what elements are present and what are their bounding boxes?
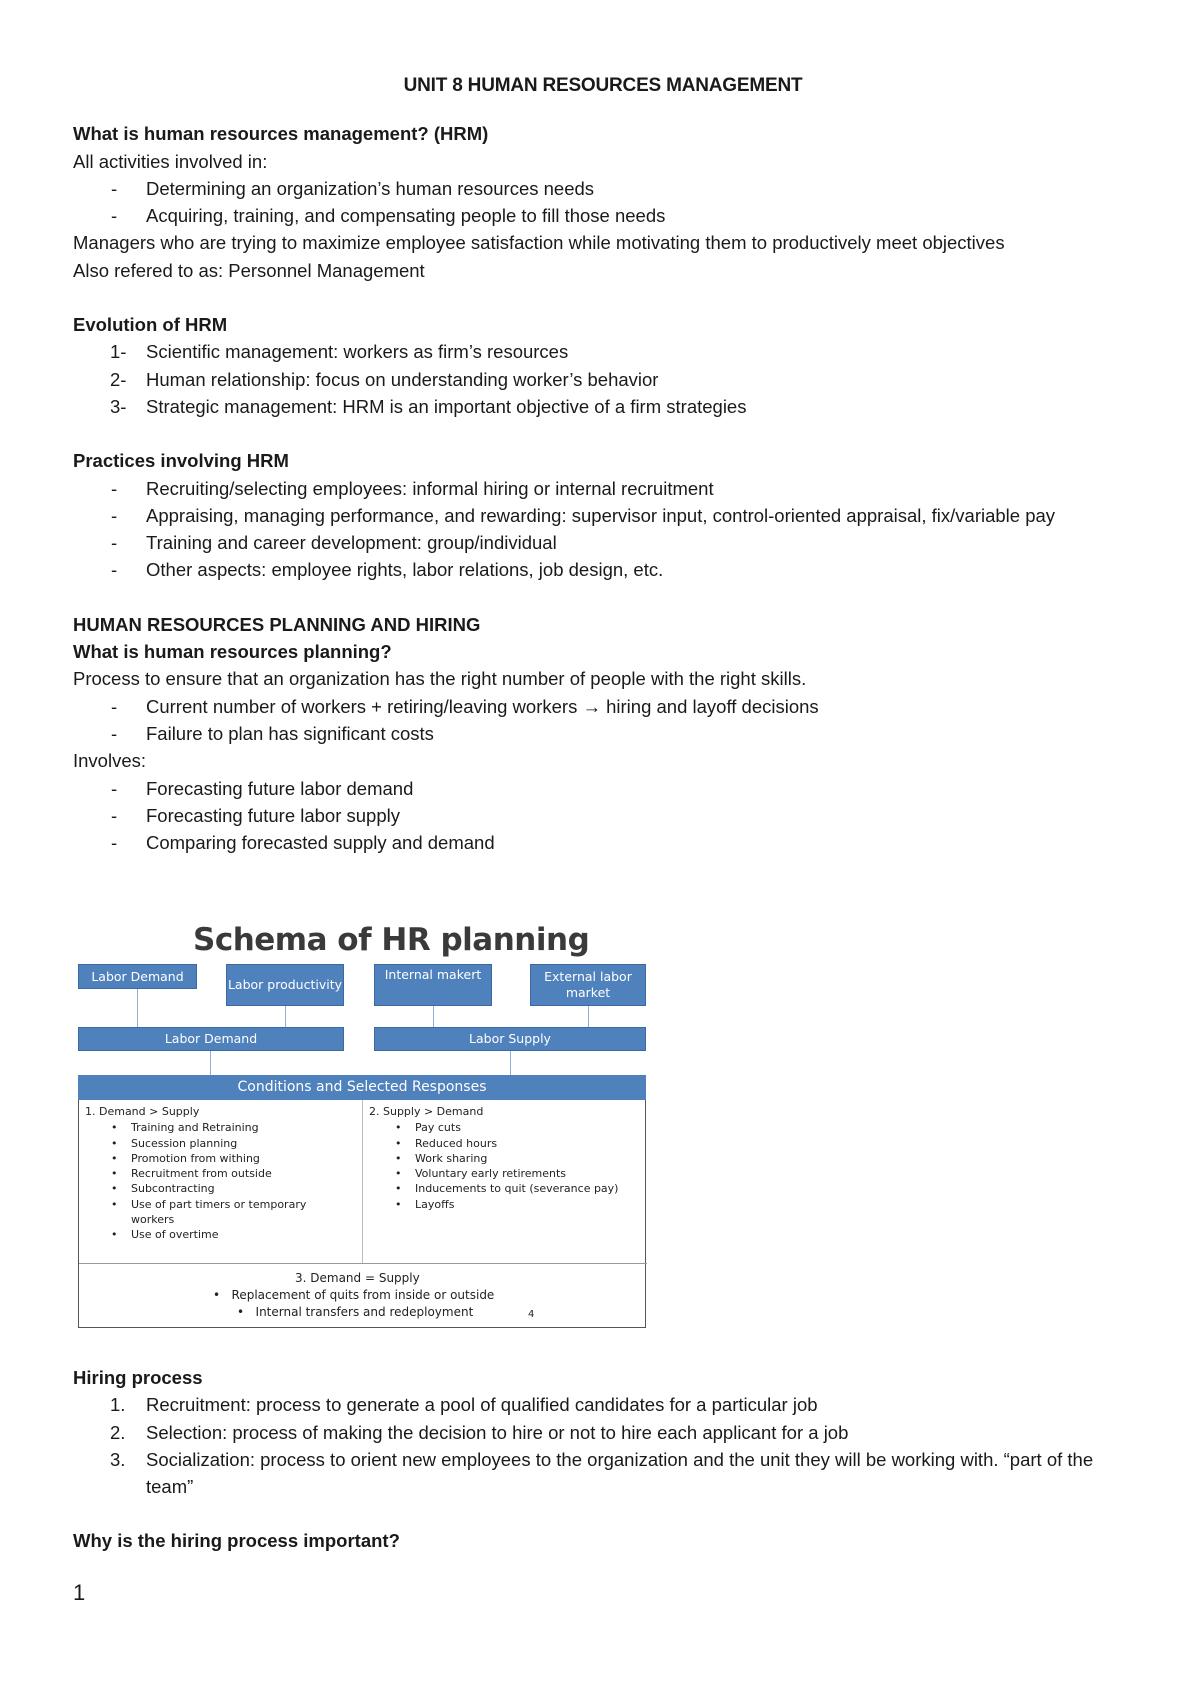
conditions-header: Conditions and Selected Responses (78, 1075, 646, 1100)
page-number: 1 (73, 1580, 86, 1605)
column-heading: 1. Demand > Supply (85, 1105, 200, 1118)
section-heading-evolution: Evolution of HRM (73, 314, 228, 336)
subheading-hr-planning: What is human resources planning? (73, 641, 392, 663)
list-item (73, 1391, 1133, 1418)
page-title: UNIT 8 HUMAN RESOURCES MANAGEMENT (403, 75, 803, 96)
hrm-alias-text: Also refered to as: Personnel Management (73, 259, 425, 281)
list-item: • Promotion from withing (111, 1151, 355, 1166)
list-item: • Reduced hours (395, 1136, 644, 1151)
list-text: Scientific management: workers as firm’s resources (146, 341, 569, 363)
hrm-managers-text: Managers who are trying to maximize employee satisfaction while motivating them to productively meet objectives (73, 232, 1005, 254)
column-heading: 3. Demand = Supply (295, 1271, 420, 1285)
document-body (73, 72, 1133, 856)
box-labor-productivity: Labor productivity (226, 964, 344, 1006)
list-item (73, 693, 1133, 720)
list-item: - Failure to plan has significant costs (73, 720, 1133, 747)
planning-definition: Process to ensure that an organization has the right number of people with the right skills. (73, 668, 807, 690)
evolution-list (73, 338, 1133, 420)
demand-exceeds-supply-column (85, 1104, 355, 1243)
list-text: Replacement of quits from inside or outside (231, 1288, 495, 1302)
list-item: - Acquiring, training, and compensating people to fill those needs (73, 202, 1133, 229)
schema-title: Schema of HR planning (193, 922, 590, 958)
list-number: 1- (110, 341, 127, 363)
section-heading-practices: Practices involving HRM (73, 450, 289, 472)
column-heading: 2. Supply > Demand (369, 1105, 484, 1118)
list-text: Human relationship: focus on understanding worker’s behavior (146, 368, 659, 390)
list-number: 2. (110, 1421, 126, 1443)
list-number: 3- (110, 395, 127, 417)
list-item: • Recruitment from outside (111, 1166, 355, 1181)
box-external-labor-market: External labor market (530, 964, 646, 1006)
list-item: • Training and Retraining (111, 1120, 355, 1135)
list-item (73, 338, 1133, 365)
section-heading-hiring-importance: Why is the hiring process important? (73, 1530, 400, 1552)
conditions-panel (78, 1100, 646, 1328)
list-text: hiring and layoff decisions (606, 695, 819, 717)
list-text: Current number of workers + retiring/leaving workers (146, 695, 578, 717)
list-item: • Work sharing (395, 1151, 644, 1166)
list-item (73, 1419, 1133, 1446)
list-item: • Replacement of quits from inside or outside (213, 1288, 495, 1302)
list-item: • Subcontracting (111, 1181, 355, 1196)
slide-number: 4 (528, 1309, 535, 1320)
list-number: 3. (110, 1448, 126, 1470)
supply-exceeds-demand-column (369, 1104, 644, 1212)
list-item (73, 366, 1133, 393)
list-item: • Use of part timers or temporary workers (111, 1197, 311, 1228)
practices-list (73, 475, 1133, 584)
box-labor-supply: Labor Supply (374, 1027, 646, 1051)
document-body-lower (73, 1364, 1133, 1555)
list-item: • Inducements to quit (severance pay) (395, 1181, 644, 1196)
list-item: • Sucession planning (111, 1136, 355, 1151)
list-item: - Forecasting future labor supply (73, 802, 1133, 829)
list-item: - Appraising, managing performance, and rewarding: supervisor input, control-oriented appraisal, fix/variable pay (73, 502, 1133, 529)
list-item: - Comparing forecasted supply and demand (73, 829, 1133, 856)
list-text: Strategic management: HRM is an important objective of a firm strategies (146, 395, 747, 417)
list-item: - Training and career development: group/individual (73, 529, 1133, 556)
box-internal-market: Internal makert (374, 964, 492, 1006)
list-item: • Pay cuts (395, 1120, 644, 1135)
list-item: - Recruiting/selecting employees: informal hiring or internal recruitment (73, 475, 1133, 502)
involves-label: Involves: (73, 750, 147, 772)
list-item: - Determining an organization’s human resources needs (73, 175, 1133, 202)
involves-list (73, 775, 1133, 857)
box-labor-demand-input: Labor Demand (78, 964, 197, 989)
list-item (73, 1446, 1133, 1501)
list-item: • Voluntary early retirements (395, 1166, 644, 1181)
list-item: • Layoffs (395, 1197, 644, 1212)
list-number: 2- (110, 368, 127, 390)
list-item: • Internal transfers and redeployment (237, 1305, 474, 1319)
list-item: - Other aspects: employee rights, labor relations, job design, etc. (73, 556, 1133, 583)
list-text: Selection: process of making the decision to hire or not to hire each applicant for a job (146, 1421, 849, 1443)
planning-points-list (73, 693, 1133, 748)
list-text: Recruitment: process to generate a pool of qualified candidates for a particular job (146, 1394, 818, 1416)
arrow-right-icon: → (582, 695, 601, 717)
list-item (73, 393, 1133, 420)
section-heading-hrm: What is human resources management? (HRM) (73, 123, 489, 145)
section-heading-hiring-process: Hiring process (73, 1367, 203, 1388)
hrm-intro: All activities involved in: (73, 150, 268, 172)
list-text: Socialization: process to orient new employees to the organization and the unit they will be working with. “part of the team” (146, 1448, 1094, 1498)
list-item: - Forecasting future labor demand (73, 775, 1133, 802)
hr-planning-schema (78, 922, 670, 1332)
hiring-process-list (73, 1391, 1133, 1500)
section-heading-planning-hiring: HUMAN RESOURCES PLANNING AND HIRING (73, 613, 481, 635)
list-text: Internal transfers and redeployment (255, 1305, 474, 1319)
list-item: • Use of overtime (111, 1227, 355, 1242)
box-labor-demand: Labor Demand (78, 1027, 344, 1051)
list-number: 1. (110, 1394, 126, 1416)
hrm-activities-list (73, 175, 1133, 230)
